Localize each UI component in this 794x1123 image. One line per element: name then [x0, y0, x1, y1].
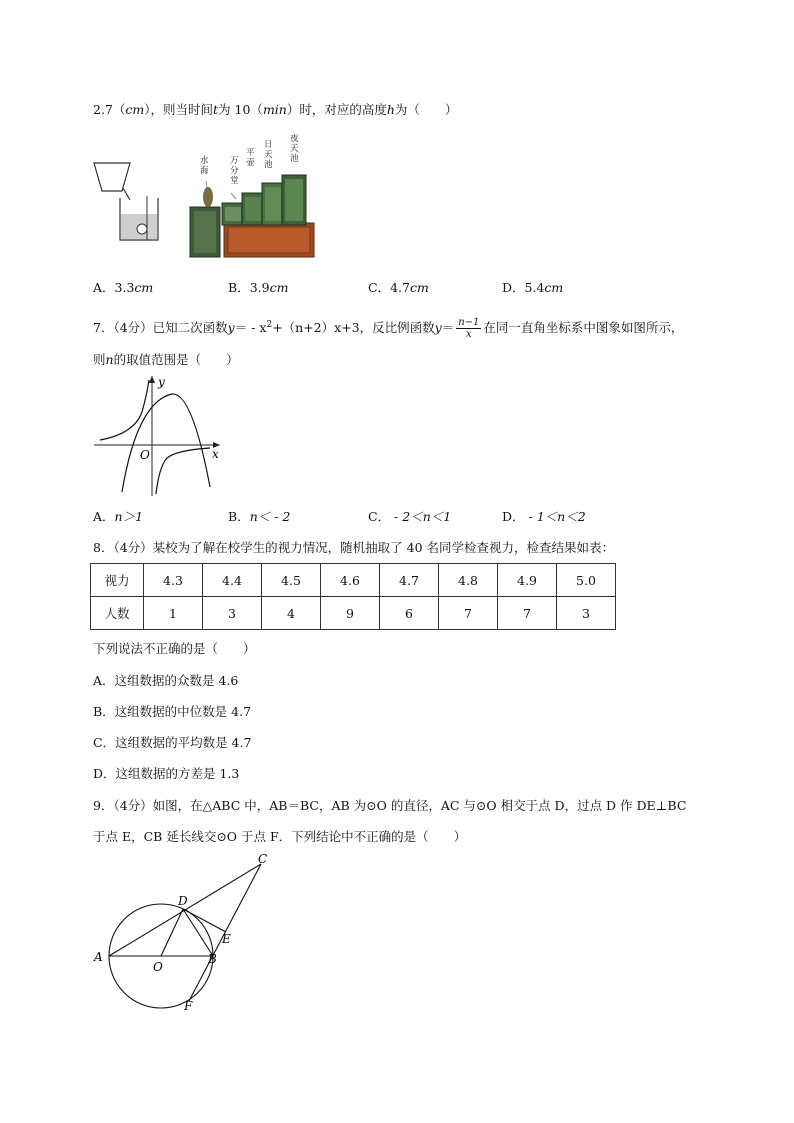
q7-option-c[interactable]: C． - 2＜n＜1 — [368, 509, 452, 524]
table-cell: 5.0 — [557, 564, 616, 597]
hyperbola-branch-right — [156, 448, 210, 494]
table-cell: 7 — [498, 597, 557, 630]
point-f-label: F — [184, 999, 193, 1013]
q8-option-a[interactable]: A．这组数据的众数是 4.6 — [93, 673, 239, 688]
q7-stem: 7．（4分）已知二次函数$y= - x^2+(n+2)x+3$，反比例函数y＝ $\frac{n-1}{x}$ 在同一直角坐标系中图象如图所示， — [93, 317, 684, 341]
q7-option-d[interactable]: D． - 1＜n＜2 — [502, 509, 586, 524]
q7-option-a[interactable]: A．n＞1 — [93, 509, 144, 524]
q7-function-graph — [92, 372, 227, 500]
segment-od — [161, 909, 183, 956]
beaker-float — [137, 224, 147, 234]
table-cell: 4.7 — [380, 564, 439, 597]
figure-statue — [203, 187, 213, 207]
table-cell: 6 — [380, 597, 439, 630]
q8-stem: 8．（4分）某校为了解在校学生的视力情况，随机抽取了 40 名同学检查视力，检查结果如表： — [93, 540, 615, 555]
hyperbola-branch-left — [100, 380, 149, 440]
table-cell: 4.5 — [262, 564, 321, 597]
label-wanfentang: 万分堂 — [230, 156, 239, 186]
q6-water-clock-photo — [186, 135, 316, 260]
table-cell: 3 — [203, 597, 262, 630]
table-cell: 4.8 — [439, 564, 498, 597]
q6-stem-tail: 2.7（cm），则当时间t为 10（min）时，对应的高度h为（ ） — [93, 102, 458, 117]
parabola-curve — [122, 394, 210, 492]
point-e-label: E — [222, 932, 231, 946]
segment-db — [183, 909, 213, 956]
origin-label: O — [140, 448, 150, 462]
q7-option-b[interactable]: B．n＜ - 2 — [228, 509, 291, 524]
table-cell: 4 — [262, 597, 321, 630]
segment-de — [183, 909, 226, 932]
q9-stem-line2: 于点 E，CB 延长线交⊙O 于点 F．下列结论中不正确的是（ ） — [93, 829, 467, 844]
q6-option-c[interactable]: C．4.7cm — [368, 280, 429, 295]
label-pinghu: 平壶 — [246, 148, 255, 168]
label-yetianchi: 夜天池 — [290, 134, 299, 164]
q8-option-c[interactable]: C．这组数据的平均数是 4.7 — [93, 735, 252, 750]
table-cell: 4.6 — [321, 564, 380, 597]
q6-option-a[interactable]: A．3.3cm — [93, 280, 154, 295]
table-cell: 4.4 — [203, 564, 262, 597]
point-d-label: D — [178, 894, 188, 908]
q6-schematic-figure — [92, 158, 162, 243]
q8-question: 下列说法不正确的是（ ） — [93, 641, 256, 656]
q8-option-b[interactable]: B．这组数据的中位数是 4.7 — [93, 704, 252, 719]
point-a-label: A — [94, 950, 103, 964]
funnel-shape — [94, 163, 130, 191]
table-head-vision: 视力 — [91, 564, 144, 597]
q7-fraction: $\frac{n-1}{x}$ — [458, 317, 480, 341]
table-cell: 1 — [144, 597, 203, 630]
label-ritianchi: 日天池 — [264, 140, 273, 170]
q8-option-d[interactable]: D．这组数据的方差是 1.3 — [93, 766, 240, 781]
table-head-count: 人数 — [91, 597, 144, 630]
table-cell: 4.3 — [144, 564, 203, 597]
table-row — [91, 564, 616, 597]
table-cell: 4.9 — [498, 564, 557, 597]
q9-geometry-figure — [90, 852, 275, 1015]
point-c-label: C — [258, 852, 268, 866]
q7-stem-line2: 则n的取值范围是（ ） — [93, 352, 239, 367]
table-row — [91, 597, 616, 630]
table-cell: 9 — [321, 597, 380, 630]
axis-y-label: y — [158, 375, 165, 389]
q8-vision-table — [90, 563, 616, 630]
table-cell: 7 — [439, 597, 498, 630]
point-b-label: B — [208, 952, 217, 966]
point-o-label: O — [153, 960, 163, 974]
q9-stem-line1: 9．（4分）如图，在△ABC 中，AB＝BC，AB 为⊙O 的直径，AC 与⊙O 相交于点 D，过点 D 作 DE⊥BC — [93, 798, 687, 813]
label-shuihai: 水海 — [200, 156, 209, 176]
axis-x-label: x — [212, 447, 219, 461]
q6-option-d[interactable]: D．5.4cm — [502, 280, 564, 295]
funnel-spout — [123, 188, 130, 200]
q6-option-b[interactable]: B．3.9cm — [228, 280, 289, 295]
table-cell: 3 — [557, 597, 616, 630]
